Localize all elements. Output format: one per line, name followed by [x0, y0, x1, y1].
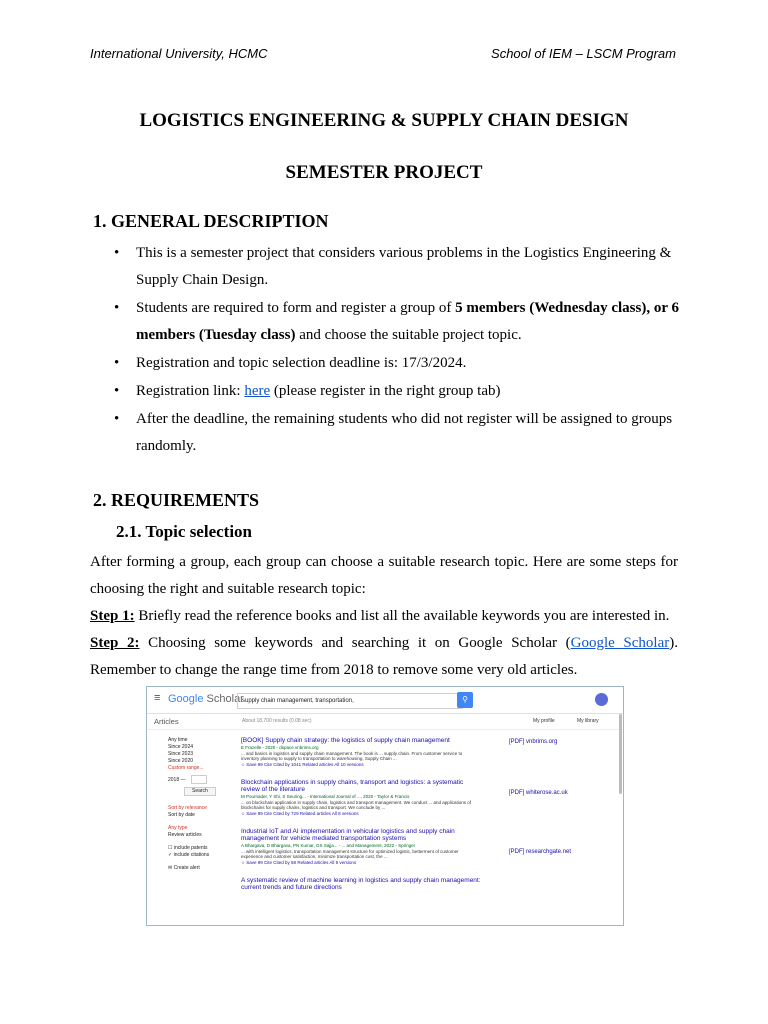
menu-icon: ≡ [154, 692, 161, 704]
list-item: • Students are required to form and register a group of 5 members (Wednesday class), or 6 members (Tuesday class) and choose the suitable project topic. [110, 295, 680, 349]
pdf-link: [PDF] whiterose.ac.uk [509, 790, 568, 796]
results-count: About 18,700 results (0.08 sec) [242, 718, 312, 724]
articles-label: Articles [154, 717, 179, 726]
bullet-icon: • [114, 355, 120, 371]
google-scholar-screenshot [146, 686, 624, 926]
scholar-search-input: supply chain management, transportation, [237, 693, 463, 709]
scrollbar [619, 714, 622, 794]
list-item: • After the deadline, the remaining students who did not register will be assigned to groups randomly. [110, 406, 680, 460]
subsection-heading-topic: 2.1. Topic selection [116, 522, 253, 541]
scholar-filters: Any time Since 2024 Since 2023 Since 2020 Custom range... 2018 — Search Sort by relevance Sort by date Any type Review articles ☐ include patents ✓ include citations ✉ Create alert [168, 737, 238, 872]
avatar [595, 693, 608, 706]
list-item: • This is a semester project that considers various problems in the Logistics Engineering & Supply Chain Design. [110, 240, 680, 294]
bullet-icon: • [114, 245, 120, 261]
section-heading-general: 1. GENERAL DESCRIPTION [93, 211, 329, 231]
list-item: • Registration link: here (please register in the right group tab) [110, 378, 680, 405]
step1-paragraph: Step 1: Briefly read the reference books and list all the available keywords you are interested in. [90, 608, 670, 624]
my-library-link: My library [577, 718, 599, 724]
list-item: • Registration and topic selection deadline is: 17/3/2024. [110, 350, 680, 377]
bullet-icon: • [114, 411, 120, 427]
scholar-logo: Google Scholar [168, 693, 244, 705]
header-right: School of IEM – LSCM Program [491, 46, 676, 61]
bullet-icon: • [114, 383, 120, 399]
header-left: International University, HCMC [90, 46, 268, 61]
topic-intro-paragraph: After forming a group, each group can choose a suitable research topic. Here are some steps for choosing the right and suitable research topic: [90, 554, 678, 597]
document-subtitle: SEMESTER PROJECT [285, 162, 483, 183]
google-scholar-link[interactable]: Google Scholar [570, 635, 670, 651]
scholar-results [241, 737, 481, 903]
general-description-list [110, 240, 680, 461]
search-icon: ⚲ [457, 692, 473, 708]
list-item: Industrial IoT and AI implementation in vehicular logistics and supply chain management for vehicle mediated transportation systems A Bhargava, D Bhargava, PN Kumar, GS Sajja... - ... and Management, 2022 - Springer ... with intelligent logistics, transportation management structure for optimized logistic, betterment of customer experience and customer satisfaction, minimize transportation cost, the ... ☆ Save 99 Cite Cited by 58 Related articles All 5 versions [241, 827, 459, 865]
scholar-subbar [147, 714, 623, 730]
document-title: LOGISTICS ENGINEERING & SUPPLY CHAIN DESIGN [139, 110, 629, 131]
list-item: A systematic review of machine learning in logistics and supply chain management: current trends and future directions [241, 876, 481, 891]
pdf-link: [PDF] vnbrims.org [509, 739, 558, 745]
my-profile-link: My profile [533, 718, 555, 724]
list-item: [BOOK] Supply chain strategy: the logistics of supply chain management E Frazelle - 2020 - dspace.vnbrims.org ... and basics in logistics and supply chain management. The book is ... supply chain. From customer service to inventory planning to supply to transportation to warehousing, Supply Chain ... ☆ Save 99 Cite Cited by 1041 Related articles All 10 versions [241, 737, 463, 767]
step2-paragraph: Step 2: Choosing some keywords and searching it on Google Scholar (Google Scholar). Remember to change the range time from 2018 to remove some very old articles. [90, 635, 678, 678]
bullet-icon: • [114, 300, 120, 316]
registration-link[interactable]: here [244, 383, 271, 399]
section-heading-requirements: 2. REQUIREMENTS [93, 490, 260, 510]
scholar-toolbar [147, 687, 623, 714]
list-item: Blockchain applications in supply chains, transport and logistics: a systematic review of the literature M Pournader, Y Shi, S Seuring... - International Journal of ..., 2020 - Taylor & Francis ... on blockchain application in supply chain, logistics and transport management. We conduct ... and applications of blockchains for supply chains, logistics and transport. We conclude by ... ☆ Save 99 Cite Cited by 729 Related articles All 8 versions [241, 778, 472, 816]
pdf-link: [PDF] researchgate.net [509, 849, 572, 855]
